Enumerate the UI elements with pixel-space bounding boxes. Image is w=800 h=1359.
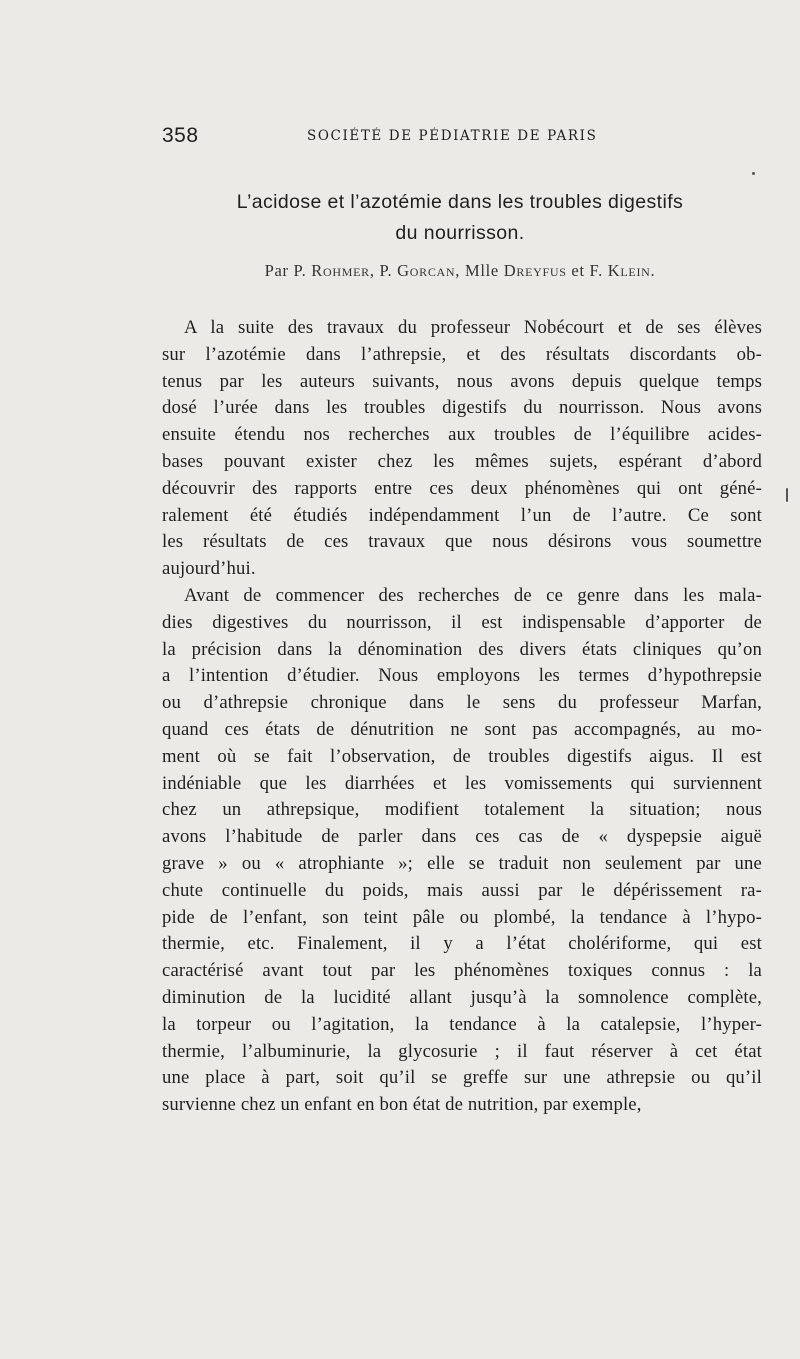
author-name: Rohmer — [311, 261, 370, 280]
text-line: bases pouvant exister chez les mêmes sujets, espérant d’abord — [162, 450, 762, 472]
text-line: thermie, etc. Finalement, il y a l’état cholériforme, qui est — [162, 933, 762, 955]
text-line: ensuite étendu nos recherches aux troubles de l’équilibre acides- — [162, 424, 762, 446]
article-title-line: du nourrisson. — [395, 222, 525, 244]
article-title — [160, 187, 760, 249]
authors-text: , P. — [369, 261, 398, 280]
text-line: Avant de commencer des recherches de ce genre dans les mala- — [184, 584, 762, 606]
text-line: les résultats de ces travaux que nous désirons vous soumettre — [162, 531, 762, 553]
text-line: la précision dans la dénomination des divers états cliniques qu’on — [162, 638, 762, 660]
text-line: diminution de la lucidité allant jusqu’à la somnolence complète, — [162, 986, 762, 1008]
text-line: avons l’habitude de parler dans ces cas de « dyspepsie aiguë — [162, 826, 762, 848]
text-line: dies digestives du nourrisson, il est indispensable d’apporter de — [162, 611, 762, 633]
author-name: Dreyfus — [503, 261, 567, 280]
text-line: dosé l’urée dans les troubles digestifs du nourrisson. Nous avons — [162, 397, 762, 419]
authors-text: et F. — [566, 261, 608, 280]
author-name: Klein — [607, 261, 651, 280]
text-line: sur l’azotémie dans l’athrepsie, et des résultats discordants ob- — [162, 343, 762, 365]
text-line: pide de l’enfant, son teint pâle ou plombé, la tendance à l’hypo- — [162, 906, 762, 928]
text-line: la torpeur ou l’agitation, la tendance à la catalepsie, l’hyper- — [162, 1013, 762, 1035]
authors-text: Par P. — [264, 261, 312, 280]
text-line: découvrir des rapports entre ces deux phénomènes qui ont géné- — [162, 477, 762, 499]
text-line: caractérisé avant tout par les phénomènes toxiques connus : la — [162, 960, 762, 982]
text-line: chez un athrepsique, modifient totalement la situation; nous — [162, 799, 762, 821]
page-number: 358 — [162, 124, 199, 147]
paragraph — [162, 315, 762, 583]
text-line: tenus par les auteurs suivants, nous avons depuis quelque temps — [162, 370, 762, 392]
authors-text: , Mlle — [455, 261, 504, 280]
author-name: Gorcan — [397, 261, 456, 280]
article-body — [162, 315, 762, 1119]
scan-speck — [752, 172, 755, 175]
article-authors — [160, 261, 760, 281]
text-line: a l’intention d’étudier. Nous employons les termes d’hypothrepsie — [162, 665, 762, 687]
text-line: survienne chez un enfant en bon état de nutrition, par exemple, — [162, 1094, 642, 1116]
text-line: quand ces états de dénutrition ne sont pas accompagnés, au mo- — [162, 718, 762, 740]
paragraph — [162, 583, 762, 1119]
authors-text: . — [650, 261, 656, 280]
article-title-line: L’acidose et l’azotémie dans les troubles digestifs — [236, 191, 684, 213]
text-line: une place à part, soit qu’il se greffe sur une athrepsie ou qu’il — [162, 1067, 762, 1089]
page-header — [162, 124, 762, 154]
text-line: ment où se fait l’observation, de troubles digestifs aigus. Il est — [162, 745, 762, 767]
text-line: indéniable que les diarrhées et les vomissements qui surviennent — [162, 772, 762, 794]
text-line: chute continuelle du poids, mais aussi par le dépérissement ra- — [162, 879, 762, 901]
text-line: grave » ou « atrophiante »; elle se traduit non seulement par une — [162, 852, 762, 874]
text-line: A la suite des travaux du professeur Nobécourt et de ses élèves — [184, 317, 762, 338]
text-line: aujourd’hui. — [162, 558, 256, 580]
scan-speck — [786, 488, 788, 502]
text-line: ralement été étudiés indépendamment l’un de l’autre. Ce sont — [162, 504, 762, 526]
text-line: ou d’athrepsie chronique dans le sens du professeur Marfan, — [162, 692, 762, 714]
running-head: SOCIÉTÉ DE PÉDIATRIE DE PARIS — [307, 128, 598, 144]
text-line: thermie, l’albuminurie, la glycosurie ; il faut réserver à cet état — [162, 1040, 762, 1062]
